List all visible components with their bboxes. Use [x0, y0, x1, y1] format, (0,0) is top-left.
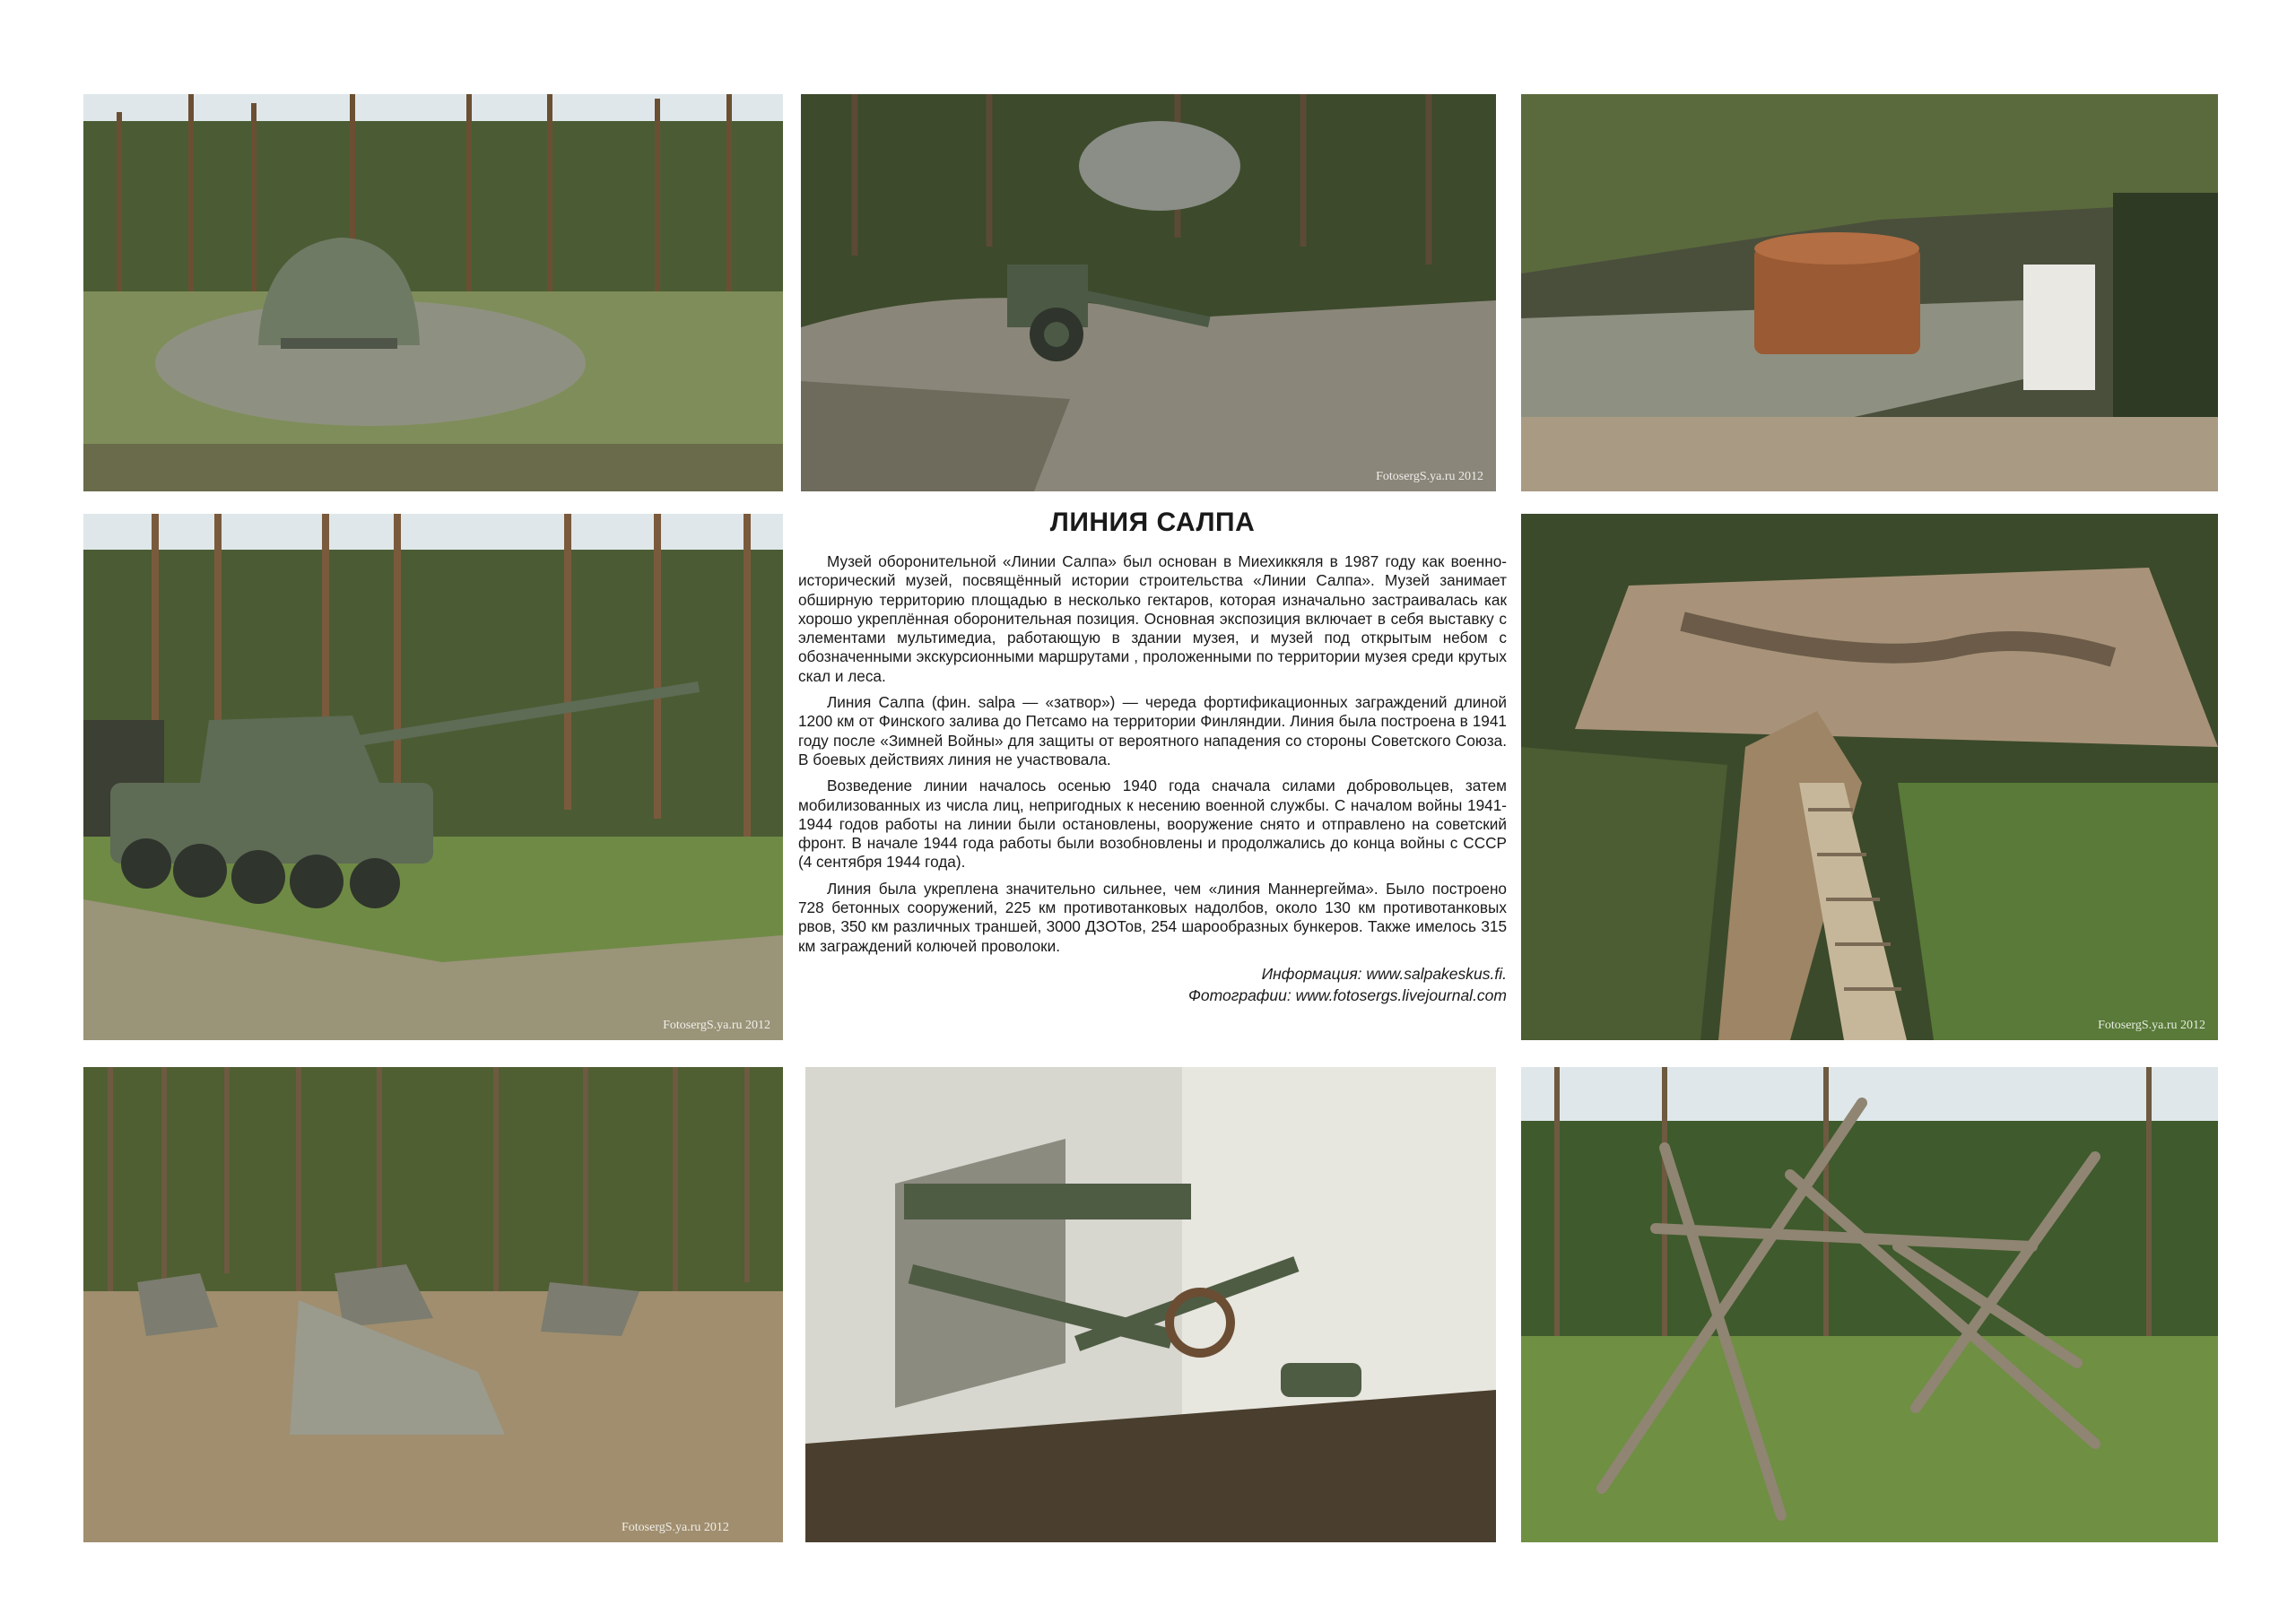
photo-machine-gun-embrasure — [805, 1067, 1496, 1542]
photo-t34-tank — [83, 514, 783, 1040]
rusty-turret-bunker-image — [1521, 94, 2218, 491]
photo-credit: FotosergS.ya.ru 2012 — [2098, 1019, 2205, 1032]
photo-credit: FotosergS.ya.ru 2012 — [663, 1019, 770, 1032]
photo-trench-system — [1521, 514, 2218, 1040]
photo-credit: FotosergS.ya.ru 2012 — [1376, 470, 1483, 483]
info-source: Информация: www.salpakeskus.fi. — [1261, 964, 1507, 983]
photo-forest-rocks — [83, 1067, 783, 1542]
article — [798, 508, 1507, 1035]
photo-rusty-turret-bunker — [1521, 94, 2218, 491]
article-paragraph: Музей оборонительной «Линии Салпа» был основан в Миехиккяля в 1987 году как военно-исторический музей, посвящённый истории строительства «Линии Салпа». Музей занимает обширную территорию площадью в несколько гектаров, которая изначально застраивалась как хорошо укреплённая оборонительная позиция. Основная экспозиция включает в себя выставку с элементами мультимедиа, работающую в здании музея, и музей под открытым небом с обозначенными экскурсионными маршрутами , проложенными по территории музея среди крутых скал и леса. — [798, 552, 1507, 685]
t34-tank-image — [83, 514, 783, 1040]
anti-tank-gun-image — [801, 94, 1496, 491]
concrete-dome-bunker-image — [83, 94, 783, 491]
forest-rocks-image — [83, 1067, 783, 1542]
wooden-tank-obstacles-image — [1521, 1067, 2218, 1542]
photo-concrete-dome-bunker — [83, 94, 783, 491]
article-paragraph: Возведение линии началось осенью 1940 года сначала силами добровольцев, затем мобилизованных из числа лиц, непригодных к несению военной службы. С началом войны 1941-1944 годов работы на линии были остановлены, вооружение снято и отправлено на советский фронт. В начале 1944 года работы были возобновлены и продолжались до конца войны с СССР (4 сентября 1944 года). — [798, 777, 1507, 872]
photo-source: Фотографии: www.fotosergs.livejournal.com — [1187, 985, 1507, 1004]
article-paragraph: Линия Салпа (фин. salpa — «затвор») — череда фортификационных заграждений длиной 1200 км от Финского залива до Петсамо на территории Финляндии. Линия была построена в 1941 году после «Зимней Войны» для защиты от вероятного нападения со стороны Советского Союза. В боевых действиях линия не участвовала. — [798, 693, 1507, 768]
trench-system-image — [1521, 514, 2218, 1040]
machine-gun-embrasure-image — [805, 1067, 1496, 1542]
article-paragraph: Линия была укреплена значительно сильнее, чем «линия Маннергейма». Было построено 728 бетонных сооружений, 225 км противотанковых надолбов, около 130 км противотанковых рвов, 350 км различных траншей, 3000 ДЗОТов, 254 шарообразных бункеров. Также имелось 315 км заграждений колючей проволоки. — [798, 879, 1507, 955]
photo-anti-tank-gun — [801, 94, 1496, 491]
article-title: ЛИНИЯ САЛПА — [1049, 508, 1256, 537]
photo-credit: FotosergS.ya.ru 2012 — [622, 1521, 729, 1534]
photo-wooden-tank-obstacles — [1521, 1067, 2218, 1542]
